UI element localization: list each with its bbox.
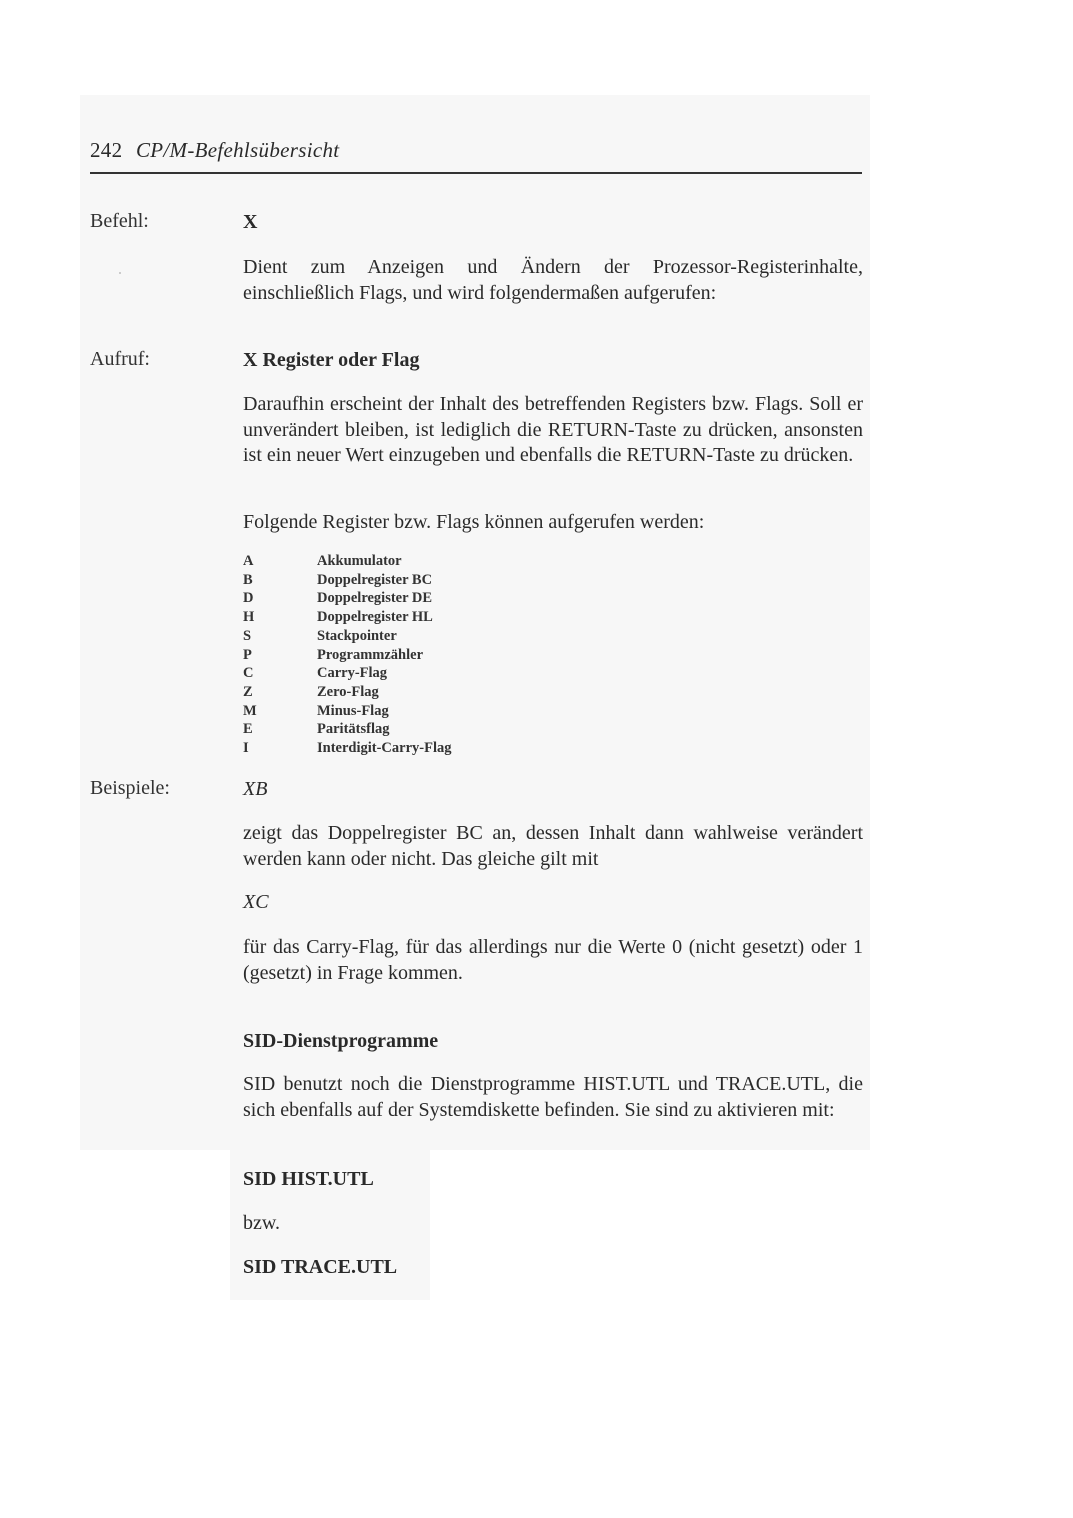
register-row: [243, 739, 452, 758]
register-name: Minus-Flag: [317, 702, 389, 719]
register-name: Carry-Flag: [317, 665, 388, 682]
sid-or: bzw.: [243, 1212, 281, 1234]
register-code: P: [243, 646, 252, 663]
running-title: CP/M-Befehlsübersicht: [135, 138, 340, 162]
register-row: [243, 683, 452, 702]
register-code: D: [243, 590, 254, 607]
register-code: S: [243, 627, 252, 644]
sid-description: SID benutzt noch die Dienstprogramme HIST.UTL und TRACE.UTL, die sich ebenfalls auf der Systemdiskette befinden. Sie sind zu aktivieren mit:: [243, 1073, 863, 1121]
register-row: [243, 571, 452, 590]
register-name: Paritätsflag: [317, 721, 390, 738]
register-code: B: [243, 571, 253, 588]
page-background: [80, 95, 870, 1150]
register-code: A: [243, 553, 254, 569]
register-code: E: [243, 721, 253, 738]
page-header: [90, 138, 339, 163]
sid-trace-command: SID TRACE.UTL: [243, 1256, 398, 1278]
sid-hist-command: SID HIST.UTL: [243, 1168, 374, 1190]
call-explanation: Daraufhin erscheint der Inhalt des betreffenden Registers bzw. Flags. Soll er unverändert bleiben, ist lediglich die RETURN-Taste zu drücken, ansonsten ist ein neuer Wert einzugeben und ebenfalls die RETURN-Taste zu drücken.: [243, 393, 863, 466]
header-rule: [90, 172, 862, 174]
register-name: Doppelregister BC: [317, 571, 433, 588]
register-name: Doppelregister DE: [317, 590, 433, 607]
register-row: [243, 627, 452, 646]
register-name: Akkumulator: [317, 553, 402, 569]
register-row: [243, 702, 452, 721]
call-syntax: X Register oder Flag: [243, 349, 420, 371]
register-row: [243, 720, 452, 739]
register-row: [243, 552, 452, 571]
aufruf-label: Aufruf:: [90, 348, 150, 370]
example-xc: XC: [243, 891, 269, 913]
befehl-label: Befehl:: [90, 210, 149, 232]
register-intro: Folgende Register bzw. Flags können aufgerufen werden:: [243, 511, 705, 533]
example-xb: XB: [243, 778, 268, 800]
register-name: Programmzähler: [317, 646, 424, 663]
register-row: [243, 608, 452, 627]
page-number: 242: [90, 138, 123, 162]
register-name: Doppelregister HL: [317, 609, 433, 626]
sid-heading: SID-Dienstprogramme: [243, 1030, 439, 1052]
example-xc-text: für das Carry-Flag, für das allerdings nur die Werte 0 (nicht gesetzt) oder 1 (gesetzt) in Frage kommen.: [243, 936, 863, 984]
register-name: Stackpointer: [317, 627, 397, 644]
register-name: Zero-Flag: [317, 683, 379, 700]
register-name: Interdigit-Carry-Flag: [317, 740, 452, 757]
register-row: [243, 589, 452, 608]
example-xb-text: zeigt das Doppelregister BC an, dessen Inhalt dann wahlweise verändert werden kann oder nicht. Das gleiche gilt mit: [243, 822, 863, 870]
scan-speck: [119, 272, 121, 274]
register-code: Z: [243, 683, 253, 700]
register-row: [243, 664, 452, 683]
beispiele-label: Beispiele:: [90, 777, 170, 799]
register-list: [243, 552, 452, 758]
register-code: C: [243, 665, 254, 682]
register-code: H: [243, 609, 255, 626]
command-description: Dient zum Anzeigen und Ändern der Prozessor-Registerinhalte, einschließlich Flags, und wird folgendermaßen aufgerufen:: [243, 256, 863, 304]
register-code: M: [243, 702, 257, 719]
register-row: [243, 646, 452, 665]
register-code: I: [243, 740, 249, 757]
command-name: X: [243, 211, 258, 233]
